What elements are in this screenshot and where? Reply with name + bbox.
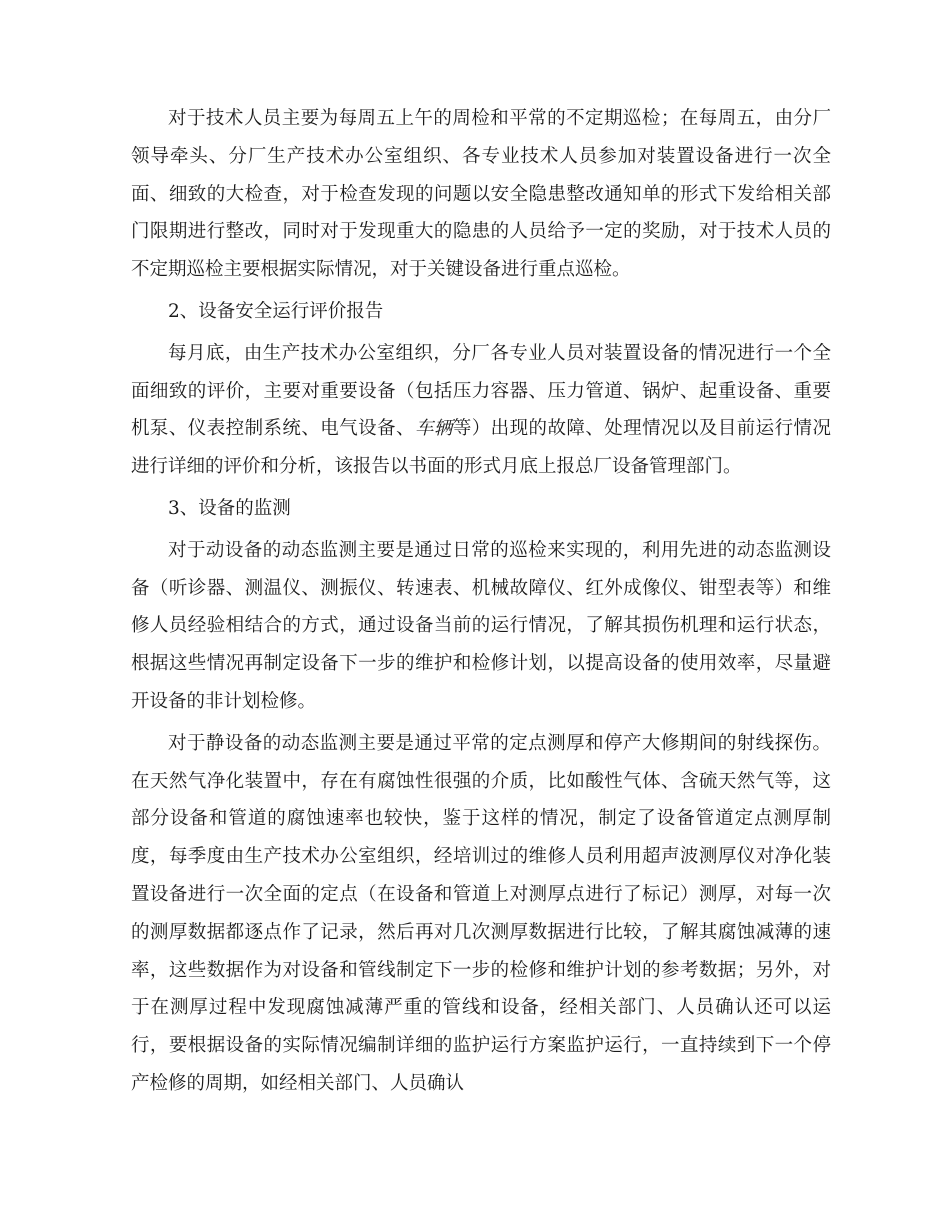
paragraph-monthly-evaluation-part-2: 等）出现的故障、处理情况以及目前运行情况进行详细的评价和分析，该报告以书面的形式月底上报总厂设备管理部门。 <box>131 418 831 478</box>
paragraph-monthly-evaluation-part-1: 每月底，由生产技术办公室组织，分厂各专业人员对装置设备的情况进行一个全面细致的评价，主要对重要设备（包括压力容器、压力管道、锅炉、起重设备、重要机泵、仪表控制系统、电气设备、 <box>131 342 831 440</box>
section-heading-safety-evaluation-report: 2、设备安全运行评价报告 <box>168 300 384 322</box>
paragraph-monthly-evaluation <box>131 335 831 486</box>
paragraph-dynamic-equipment-monitoring: 对于动设备的动态监测主要是通过日常的巡检来实现的，利用先进的动态监测设备（听诊器、测温仪、测振仪、转速表、机械故障仪、红外成像仪、钳型表等）和维修人员经验相结合的方式，通过设备当前的运行情况，了解其损伤机理和运行状态，根据这些情况再制定设备下一步的维护和检修计划，以提高设备的使用效率，尽量避开设备的非计划检修。 <box>131 539 831 712</box>
document-body <box>131 100 831 1107</box>
paragraph-technician-inspection: 对于技术人员主要为每周五上午的周检和平常的不定期巡检；在每周五，由分厂领导牵头、分厂生产技术办公室组织、各专业技术人员参加对装置设备进行一次全面、细致的大检查，对于检查发现的问题以安全隐患整改通知单的形式下发给相关部门限期进行整改，同时对于发现重大的隐患的人员给予一定的奖励，对于技术人员的不定期巡检主要根据实际情况，对于关键设备进行重点巡检。 <box>131 108 831 281</box>
section-heading-equipment-monitoring: 3、设备的监测 <box>168 497 291 519</box>
paragraph-monthly-evaluation-italic-word: 车辆 <box>414 418 453 440</box>
paragraph-static-equipment-monitoring: 对于静设备的动态监测主要是通过平常的定点测厚和停产大修期间的射线探伤。在天然气净化装置中，存在有腐蚀性很强的介质，比如酸性气体、含硫天然气等，这部分设备和管道的腐蚀速率也较快，鉴于这样的情况，制定了设备管道定点测厚制度，每季度由生产技术办公室组织，经培训过的维修人员利用超声波测厚仪对净化装置设备进行一次全面的定点（在设备和管道上对测厚点进行了标记）测厚，对每一次的测厚数据都逐点作了记录，然后再对几次测厚数据进行比较，了解其腐蚀减薄的速率，这些数据作为对设备和管线制定下一步的检修和维护计划的参考数据；另外，对于在测厚过程中发现腐蚀减薄严重的管线和设备，经相关部门、人员确认还可以运行，要根据设备的实际情况编制详细的监护运行方案监护运行，一直持续到下一个停产检修的周期，如经相关部门、人员确认 <box>131 732 831 1094</box>
